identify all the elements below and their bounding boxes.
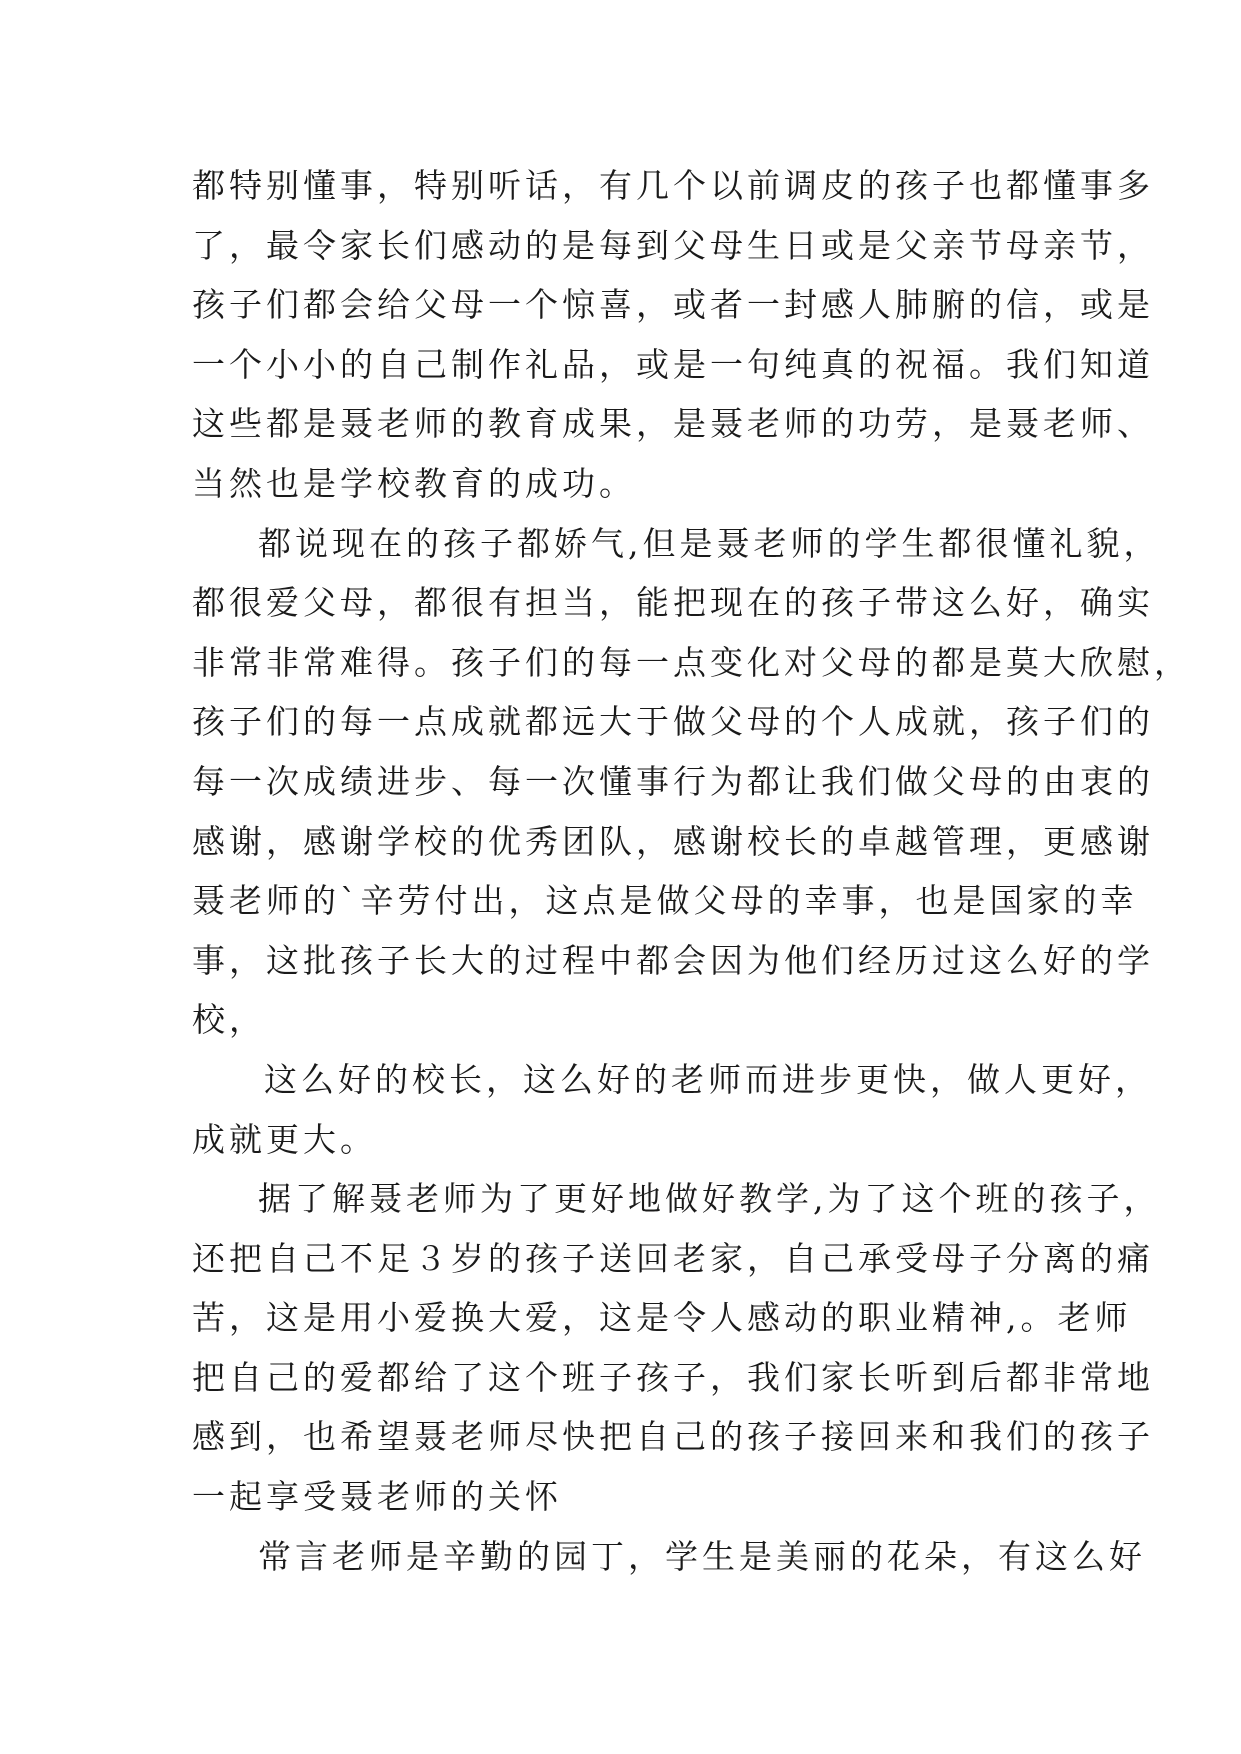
- text-line: 这些都是聂老师的教育成果，是聂老师的功劳，是聂老师、: [192, 404, 1154, 444]
- text-line: 把自己的爱都给了这个班子孩子，我们家长听到后都非常地: [192, 1357, 1154, 1397]
- text-line: 校，: [192, 1000, 266, 1040]
- text-line: 都特别懂事，特别听话，有几个以前调皮的孩子也都懂事多: [192, 166, 1154, 205]
- text-line: 非常非常难得。孩子们的每一点变化对父母的都是莫大欣慰，: [192, 642, 1191, 682]
- text-line: 每一次成绩进步、每一次懂事行为都让我们做父母的由衷的: [192, 761, 1154, 801]
- text-line: 成就更大。: [192, 1119, 377, 1159]
- text-line: 感谢，感谢学校的优秀团队，感谢校长的卓越管理，更感谢: [192, 821, 1154, 861]
- text-line: 了，最令家长们感动的是每到父母生日或是父亲节母亲节，: [192, 225, 1154, 265]
- text-line: 孩子们的每一点成就都远大于做父母的个人成就，孩子们的: [192, 702, 1154, 742]
- text-line: 聂老师的`辛劳付出，这点是做父母的幸事，也是国家的幸: [192, 881, 1138, 921]
- paragraph-start-line: 据了解聂老师为了更好地做好教学,为了这个班的孩子，: [258, 1179, 1161, 1219]
- text-line: 事，这批孩子长大的过程中都会因为他们经历过这么好的学: [192, 940, 1154, 980]
- text-line: 感到，也希望聂老师尽快把自己的孩子接回来和我们的孩子: [192, 1417, 1154, 1457]
- body-text: [192, 156, 1191, 1586]
- text-line: 都很爱父母，都很有担当，能把现在的孩子带这么好，确实: [192, 583, 1154, 623]
- text-line: 当然也是学校教育的成功。: [192, 463, 636, 503]
- text-line: 还把自己不足３岁的孩子送回老家，自己承受母子分离的痛: [192, 1238, 1154, 1278]
- paragraph-start-line: 常言老师是辛勤的园丁，学生是美丽的花朵，有这么好: [258, 1536, 1146, 1576]
- text-line: 一个小小的自己制作礼品，或是一句纯真的祝福。我们知道: [192, 344, 1154, 384]
- text-line: 一起享受聂老师的关怀: [192, 1477, 562, 1517]
- paragraph-start-line: 这么好的校长，这么好的老师而进步更快，做人更好，: [264, 1059, 1152, 1099]
- paragraph-start-line: 都说现在的孩子都娇气,但是聂老师的学生都很懂礼貌，: [258, 523, 1161, 563]
- text-line: 苦，这是用小爱换大爱，这是令人感动的职业精神,。老师: [192, 1298, 1132, 1338]
- text-line: 孩子们都会给父母一个惊喜，或者一封感人肺腑的信，或是: [192, 285, 1154, 325]
